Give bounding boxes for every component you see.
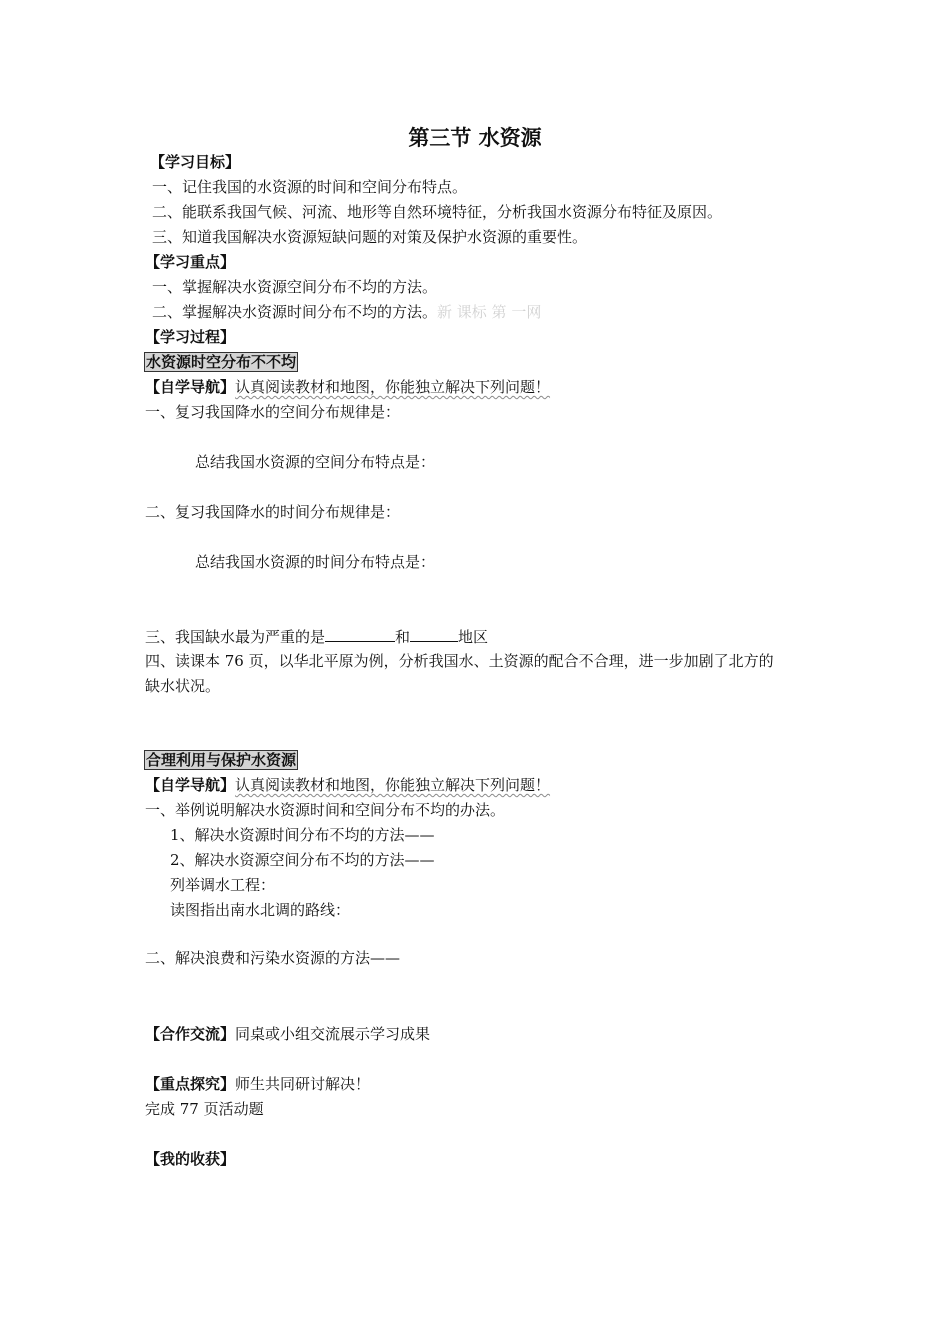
section2-sub-item: 列举调水工程： xyxy=(170,876,276,894)
key-point-item: 一、掌握解决水资源空间分布不均的方法。 xyxy=(152,278,438,296)
exploration-line xyxy=(145,1074,370,1094)
guide-label: 【自学导航】 xyxy=(145,378,236,396)
objective-item: 三、知道我国解决水资源短缺问题的对策及保护水资源的重要性。 xyxy=(152,228,588,246)
exploration-text: 师生共同研讨解决！ xyxy=(235,1075,371,1093)
q3-text-a: 三、我国缺水最为严重的是 xyxy=(145,628,326,646)
cooperation-text: 同桌或小组交流展示学习成果 xyxy=(235,1025,431,1043)
section2-title: 合理利用与保护水资源 xyxy=(146,751,297,769)
objective-item: 一、记住我国的水资源的时间和空间分布特点。 xyxy=(152,178,468,196)
section2-question-1: 一、举例说明解决水资源时间和空间分布不均的办法。 xyxy=(145,801,506,819)
guide-text: 认真阅读教材和地图，你能独立解决下列问题！ xyxy=(235,378,551,396)
key-points-heading: 【学习重点】 xyxy=(145,253,236,271)
harvest-heading: 【我的收获】 xyxy=(145,1150,236,1168)
section2-sub-item: 读图指出南水北调的路线： xyxy=(170,901,351,919)
key-point-item xyxy=(152,302,541,322)
q3-text-c: 地区 xyxy=(458,628,489,646)
guide-text: 认真阅读教材和地图，你能独立解决下列问题！ xyxy=(235,776,551,794)
section1-question-1-sub: 总结我国水资源的空间分布特点是： xyxy=(195,453,436,471)
section1-guide xyxy=(145,377,550,397)
q3-text-b: 和 xyxy=(395,628,411,646)
section2-heading xyxy=(144,750,298,770)
cooperation-line xyxy=(145,1024,430,1044)
guide-label: 【自学导航】 xyxy=(145,776,236,794)
objectives-heading: 【学习目标】 xyxy=(150,153,241,171)
section1-question-1: 一、复习我国降水的空间分布规律是： xyxy=(145,403,401,421)
answer-blank[interactable] xyxy=(410,626,458,642)
cooperation-label: 【合作交流】 xyxy=(145,1025,236,1043)
section2-sub-item: 2、解决水资源空间分布不均的方法—— xyxy=(170,851,435,869)
section1-heading xyxy=(144,352,298,372)
objective-item: 二、能联系我国气候、河流、地形等自然环境特征，分析我国水资源分布特征及原因。 xyxy=(152,203,723,221)
process-heading: 【学习过程】 xyxy=(145,328,236,346)
section2-question-2: 二、解决浪费和污染水资源的方法—— xyxy=(145,949,401,967)
section1-question-3 xyxy=(145,626,488,647)
watermark-text: 新 课标 第 一网 xyxy=(437,303,542,321)
document-title: 第三节 水资源 xyxy=(408,126,542,150)
section2-sub-item: 1、解决水资源时间分布不均的方法—— xyxy=(170,826,435,844)
key-point-text: 二、掌握解决水资源时间分布不均的方法。 xyxy=(152,303,438,321)
answer-blank[interactable] xyxy=(325,626,395,642)
section1-question-4: 四、读课本 76 页，以华北平原为例，分析我国水、土资源的配合不合理，进一步加剧了北方的 xyxy=(145,652,774,670)
section2-guide xyxy=(145,775,550,795)
exploration-label: 【重点探究】 xyxy=(145,1075,236,1093)
exploration-task: 完成 77 页活动题 xyxy=(145,1100,264,1118)
section1-question-4-cont: 缺水状况。 xyxy=(145,677,221,695)
section1-question-2-sub: 总结我国水资源的时间分布特点是： xyxy=(195,553,436,571)
section1-title: 水资源时空分布不不均 xyxy=(146,353,297,371)
section1-question-2: 二、复习我国降水的时间分布规律是： xyxy=(145,503,401,521)
